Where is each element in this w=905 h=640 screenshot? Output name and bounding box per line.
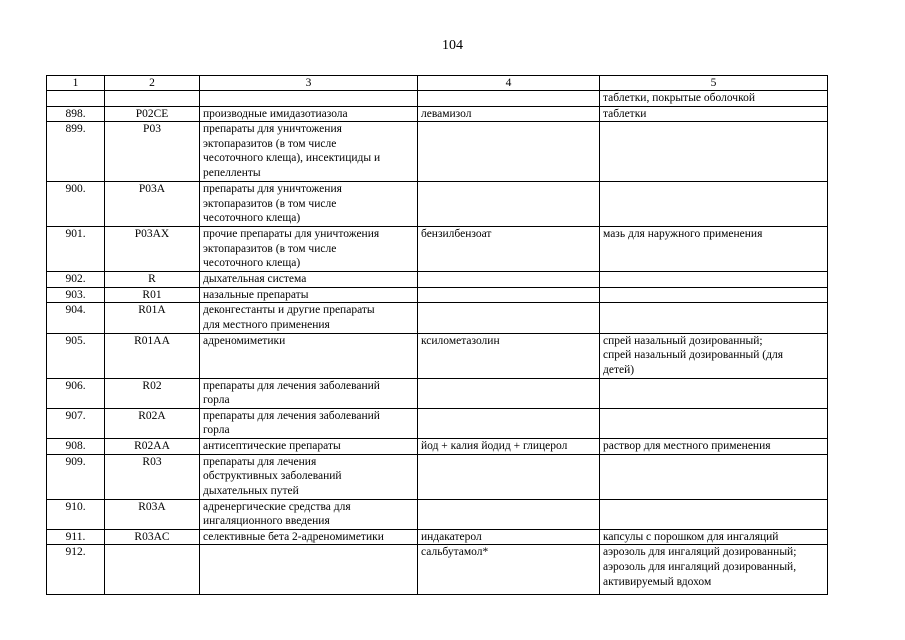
group-name-line: препараты для лечения xyxy=(203,455,317,468)
dosage-form-cell xyxy=(600,545,828,595)
atc-code-cell xyxy=(105,91,200,107)
atc-code-cell: R03A xyxy=(105,499,200,529)
table-row xyxy=(47,287,828,303)
dosage-form-cell xyxy=(600,122,828,182)
column-header-drug: 4 xyxy=(418,76,600,91)
row-number-cell: 908. xyxy=(47,438,105,454)
drug-name-line: индакатерол xyxy=(421,530,482,543)
table-row xyxy=(47,529,828,545)
group-name-cell xyxy=(200,545,418,595)
drug-name-cell xyxy=(418,91,600,107)
group-name-line: эктопаразитов (в том числе xyxy=(203,242,337,255)
table-row xyxy=(47,438,828,454)
drug-name-cell xyxy=(418,378,600,408)
drug-name-cell xyxy=(418,287,600,303)
group-name-line: препараты для лечения заболеваний xyxy=(203,409,380,422)
table-row xyxy=(47,499,828,529)
group-name-cell xyxy=(200,122,418,182)
row-number-cell: 902. xyxy=(47,272,105,288)
dosage-form-cell xyxy=(600,378,828,408)
row-number-cell: 907. xyxy=(47,408,105,438)
table-row xyxy=(47,272,828,288)
dosage-form-line: мазь для наружного применения xyxy=(603,228,763,241)
drug-name-cell xyxy=(418,545,600,595)
drug-name-line: сальбутамол* xyxy=(421,546,489,559)
group-name-cell xyxy=(200,272,418,288)
column-header-code: 2 xyxy=(105,76,200,91)
row-number-cell: 898. xyxy=(47,106,105,122)
group-name-line: препараты для уничтожения xyxy=(203,183,342,196)
drug-name-cell xyxy=(418,499,600,529)
group-name-line: репелленты xyxy=(203,166,261,179)
page-number: 104 xyxy=(442,38,463,53)
row-number-cell: 901. xyxy=(47,227,105,272)
group-name-line: производные имидазотиазола xyxy=(203,107,348,120)
drug-name-cell xyxy=(418,272,600,288)
group-name-line: горла xyxy=(203,394,230,407)
atc-code-cell: P03AX xyxy=(105,227,200,272)
drug-name-cell xyxy=(418,182,600,227)
table-body xyxy=(47,91,828,595)
row-number-cell: 900. xyxy=(47,182,105,227)
group-name-line: ингаляционного введения xyxy=(203,515,330,528)
dosage-form-line: капсулы с порошком для ингаляций xyxy=(603,530,779,543)
dosage-form-cell xyxy=(600,408,828,438)
dosage-form-cell xyxy=(600,91,828,107)
group-name-line: эктопаразитов (в том числе xyxy=(203,137,337,150)
dosage-form-cell xyxy=(600,333,828,378)
group-name-line: обструктивных заболеваний xyxy=(203,470,342,483)
group-name-line: препараты для уничтожения xyxy=(203,123,342,136)
drug-name-line: бензилбензоат xyxy=(421,228,492,241)
table-row xyxy=(47,106,828,122)
group-name-cell xyxy=(200,454,418,499)
row-number-cell: 909. xyxy=(47,454,105,499)
dosage-form-cell xyxy=(600,499,828,529)
dosage-form-line: аэрозоль для ингаляций дозированный; xyxy=(603,546,797,559)
row-number-cell: 899. xyxy=(47,122,105,182)
dosage-form-line: таблетки xyxy=(603,107,647,120)
row-number-cell: 903. xyxy=(47,287,105,303)
atc-code-cell: R02AA xyxy=(105,438,200,454)
group-name-line: адреномиметики xyxy=(203,334,286,347)
dosage-form-cell xyxy=(600,454,828,499)
row-number-cell: 906. xyxy=(47,378,105,408)
dosage-form-line: таблетки, покрытые оболочкой xyxy=(603,92,755,104)
group-name-line: селективные бета 2-адреномиметики xyxy=(203,530,384,543)
dosage-form-cell xyxy=(600,272,828,288)
group-name-cell xyxy=(200,303,418,333)
group-name-line: чесоточного клеща), инсектициды и xyxy=(203,152,381,165)
dosage-form-line: аэрозоль для ингаляций дозированный, xyxy=(603,560,797,573)
drug-name-cell xyxy=(418,227,600,272)
atc-code-cell: R03 xyxy=(105,454,200,499)
atc-code-cell: R02 xyxy=(105,378,200,408)
drug-name-cell xyxy=(418,454,600,499)
group-name-cell xyxy=(200,438,418,454)
table-row xyxy=(47,227,828,272)
group-name-line: адренергические средства для xyxy=(203,500,351,513)
group-name-cell xyxy=(200,529,418,545)
drug-name-cell xyxy=(418,333,600,378)
column-header-number: 1 xyxy=(47,76,105,91)
group-name-cell xyxy=(200,408,418,438)
drug-name-line: левамизол xyxy=(421,107,472,120)
table-row xyxy=(47,408,828,438)
group-name-line: дыхательных путей xyxy=(203,484,299,497)
table-row xyxy=(47,454,828,499)
dosage-form-line: детей) xyxy=(603,363,635,376)
atc-code-cell: R01AA xyxy=(105,333,200,378)
row-number-cell: 912. xyxy=(47,545,105,595)
group-name-line: прочие препараты для уничтожения xyxy=(203,228,380,241)
medication-table xyxy=(46,75,828,595)
table-row xyxy=(47,333,828,378)
group-name-cell xyxy=(200,499,418,529)
column-header-form: 5 xyxy=(600,76,828,91)
group-name-cell xyxy=(200,182,418,227)
drug-name-cell xyxy=(418,529,600,545)
row-number-cell: 905. xyxy=(47,333,105,378)
atc-code-cell: R01A xyxy=(105,303,200,333)
group-name-cell xyxy=(200,333,418,378)
drug-name-cell xyxy=(418,438,600,454)
dosage-form-cell xyxy=(600,287,828,303)
atc-code-cell: P03 xyxy=(105,122,200,182)
dosage-form-cell xyxy=(600,529,828,545)
group-name-line: дыхательная система xyxy=(203,273,307,286)
atc-code-cell: R03AC xyxy=(105,529,200,545)
atc-code-cell: R02A xyxy=(105,408,200,438)
table-row xyxy=(47,545,828,595)
group-name-line: препараты для лечения заболеваний xyxy=(203,379,380,392)
group-name-line: чесоточного клеща) xyxy=(203,257,301,270)
drug-name-line: ксилометазолин xyxy=(421,334,500,347)
atc-code-cell: R01 xyxy=(105,287,200,303)
table-row xyxy=(47,182,828,227)
table-row xyxy=(47,378,828,408)
atc-code-cell: P03A xyxy=(105,182,200,227)
dosage-form-cell xyxy=(600,303,828,333)
table-row xyxy=(47,91,828,107)
row-number-cell: 911. xyxy=(47,529,105,545)
group-name-line: горла xyxy=(203,424,230,437)
group-name-line: деконгестанты и другие препараты xyxy=(203,304,375,317)
group-name-cell xyxy=(200,287,418,303)
group-name-line: антисептические препараты xyxy=(203,439,341,452)
group-name-line: эктопаразитов (в том числе xyxy=(203,197,337,210)
group-name-line: чесоточного клеща) xyxy=(203,212,301,225)
group-name-cell xyxy=(200,378,418,408)
group-name-line: назальные препараты xyxy=(203,288,309,301)
row-number-cell: 910. xyxy=(47,499,105,529)
drug-name-cell xyxy=(418,106,600,122)
dosage-form-line: раствор для местного применения xyxy=(603,439,771,452)
atc-code-cell: R xyxy=(105,272,200,288)
group-name-cell xyxy=(200,227,418,272)
group-name-line: для местного применения xyxy=(203,318,330,331)
drug-name-cell xyxy=(418,303,600,333)
atc-code-cell xyxy=(105,545,200,595)
dosage-form-cell xyxy=(600,106,828,122)
dosage-form-line: спрей назальный дозированный; xyxy=(603,334,763,347)
row-number-cell: 904. xyxy=(47,303,105,333)
drug-name-line: йод + калия йодид + глицерол xyxy=(421,439,568,452)
drug-name-cell xyxy=(418,408,600,438)
group-name-cell xyxy=(200,91,418,107)
group-name-cell xyxy=(200,106,418,122)
table-row xyxy=(47,303,828,333)
dosage-form-cell xyxy=(600,182,828,227)
dosage-form-cell xyxy=(600,438,828,454)
table-row xyxy=(47,122,828,182)
dosage-form-line: спрей назальный дозированный (для xyxy=(603,349,783,362)
table-header-row xyxy=(47,76,828,91)
dosage-form-line: активируемый вдохом xyxy=(603,575,712,588)
dosage-form-cell xyxy=(600,227,828,272)
drug-name-cell xyxy=(418,122,600,182)
column-header-name: 3 xyxy=(200,76,418,91)
row-number-cell xyxy=(47,91,105,107)
atc-code-cell: P02CE xyxy=(105,106,200,122)
